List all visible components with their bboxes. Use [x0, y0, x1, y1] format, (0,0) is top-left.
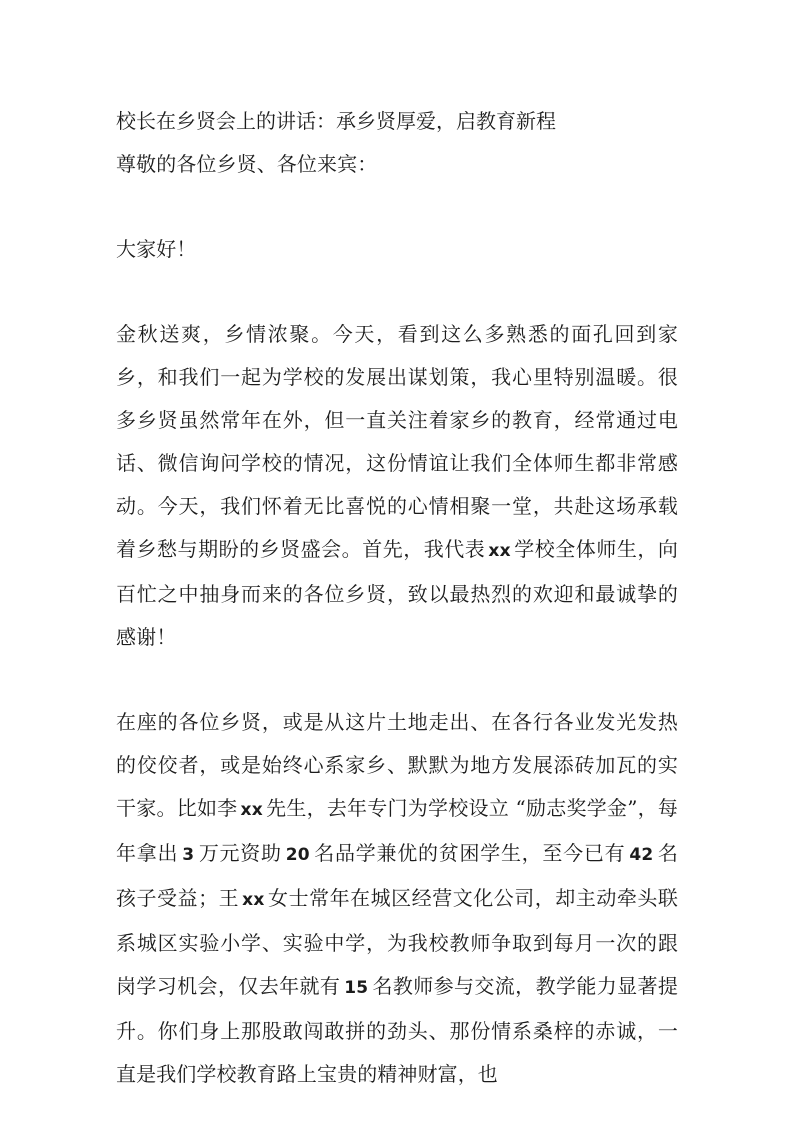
- inline-number: 42: [629, 845, 654, 865]
- paragraph-praise: 在座的各位乡贤，或是从这片土地走出、在各行各业发光发热的佼佼者，或是始终心系家乡、默默为地方发展添砖加瓦的实干家。比如李 xx 先生，去年专门为学校设立 “励志奖学金”，每年拿出 3 万元资助 20 名品学兼优的贫困学生，至今已有 42 名孩子受益；王 xx 女士常年在城区经营文化公司，却主动牵头联系城区实验小学、实验中学，为我校教师争取到每月一次的跟岗学习机会，仅去年就有 15 名教师参与交流，教学能力显著提升。你们身上那股敢闯敢拼的劲头、那份情系桑梓的赤诚，一直是我们学校教育路上宝贵的精神财富，也: [116, 710, 679, 1086]
- paragraph-opening: 金秋送爽，乡情浓聚。今天，看到这么多熟悉的面孔回到家乡，和我们一起为学校的发展出谋划策，我心里特别温暖。很多乡贤虽然常年在外，但一直关注着家乡的教育，经常通过电话、微信询问学校的情况，这份情谊让我们全体师生都非常感动。今天，我们怀着无比喜悦的心情相聚一堂，共赴这场承载着乡愁与期盼的乡贤盛会。首先，我代表 xx 学校全体师生，向百忙之中抽身而来的各位乡贤，致以最热烈的欢迎和最诚挚的感谢！: [116, 322, 678, 649]
- document-title: 校长在乡贤会上的讲话：承乡贤厚爱，启教育新程: [116, 109, 556, 133]
- inline-latin: xx: [240, 800, 263, 820]
- inline-number: 20: [285, 845, 310, 865]
- inline-latin: xx: [242, 890, 265, 910]
- document-body: [116, 100, 678, 1096]
- inline-number: 15: [344, 978, 369, 998]
- inline-number: 3: [182, 845, 195, 865]
- salutation-line: 尊敬的各位乡贤、各位来宾：: [116, 152, 378, 176]
- greeting-line: 大家好！: [116, 237, 197, 261]
- inline-latin: xx: [488, 541, 511, 561]
